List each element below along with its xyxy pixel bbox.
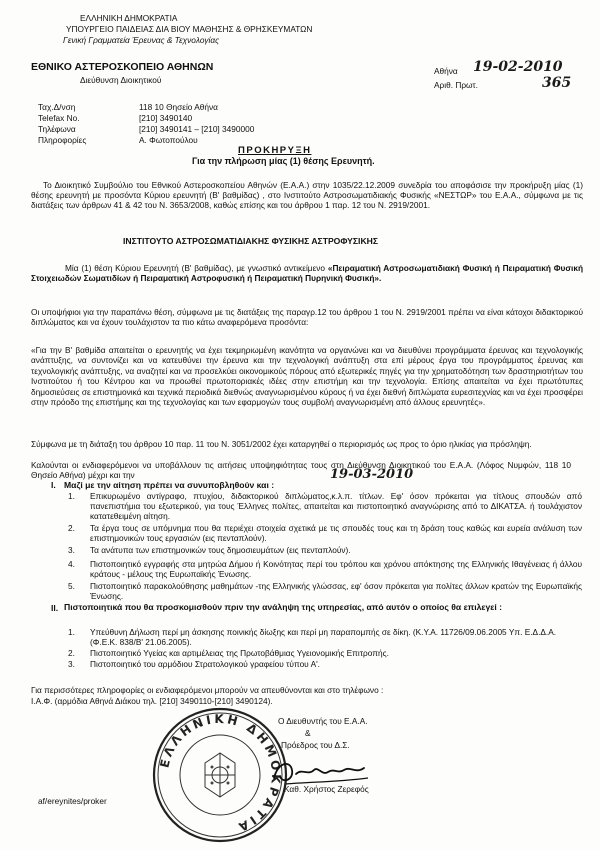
section-two-label: II. — [51, 603, 59, 613]
info-value: Α. Φωτοπούλου — [139, 135, 198, 145]
section-two-title: Πιστοποιητικά που θα προσκομισθούν πριν την ανάληψη της υπηρεσίας, από αυτόν ο οποίος θα επιλεγεί : — [64, 602, 502, 612]
handwritten-deadline: 19-03-2010 — [330, 467, 414, 482]
fax-label: Telefax No. — [38, 113, 80, 123]
handwritten-date: 19-02-2010 — [473, 59, 563, 75]
signature-role: Πρόεδρος του Δ.Σ. — [281, 740, 350, 750]
document-subheading: Για την πλήρωση μίας (1) θέσης Ερευνητή. — [192, 156, 375, 166]
section-one-num-1: 1. — [68, 491, 75, 501]
section-two-num-2: 2. — [68, 648, 75, 658]
section-two-item-2: Πιστοποιητικό Υγείας και αρτιμέλειας της Πρωτοβάθμιας Υγειονομικής Επιτροπής. — [90, 648, 389, 658]
section-one-label: I. — [51, 480, 56, 490]
requirements-paragraph: «Για την Β' βαθμίδα απαιτείται ο ερευνητής να έχει τεκμηριωμένη ικανότητα να οργανώνει και να διευθύνει προγράμματα έρευνας και τεχνολογικής ανάπτυξης, να συντονίζει και να κατευθύνει την έρευνα και την τεχνολογική ανάπτυξη στα επί μέρους έργα του προγράμματος έρευνας και τεχνολογικής ανάπτυξης, να αναζητεί και να προσελκύει οικονομικούς πόρους από εξωτερικές πηγές για την χρηματοδότηση των δραστηριοτήτων του Ινστιτούτου ή του Κέντρου και να προωθεί πρωτοποριακές ιδέες στην επιστήμη και την τεχνολογία. Επίσης απαιτείται να έχει πρωτότυπες δημοσιεύσεις σε επιστημονικά και τεχνικά περιοδικά διεθνώς αναγνωρισμένου κύρους ή να έχει διεθνή διπλώματα ευρεσιτεχνίας και να έχει προσφέρει στην πρόοδο της επιστήμης και της τεχνολογίας και των εφαρμογών τους συμβολή αναγνωρισμένη από άλλους ερευνητές». — [31, 345, 583, 408]
section-one-num-4: 4. — [68, 559, 75, 569]
info-contact: Ι.Α.Φ. (αρμόδια Αθηνά Διάκου τηλ. [210] 3490110-[210] 3490124). — [31, 696, 273, 706]
deadline-text: Καλούνται οι ενδιαφερόμενοι να υποβάλλουν τις αιτήσεις υποψηφιότητας τους στη Διεύθυνση Διοικητικού του Ε.Α.Α. (Λόφος Νυμφών, 118 10 Θησείο Αθήνα) μέχρι και την — [31, 460, 571, 480]
phone-label: Τηλέφωνα — [38, 124, 76, 134]
ministry-line: ΥΠΟΥΡΓΕΙΟ ΠΑΙΔΕΙΑΣ ΔΙΑ ΒΙΟΥ ΜΑΘΗΣΗΣ & ΘΡΗΣΚΕΥΜΑΤΩΝ — [66, 24, 313, 34]
department-line: Διεύθυνση Διοικητικού — [80, 75, 162, 85]
address-value: 118 10 Θησείο Αθήνα — [139, 102, 218, 112]
handwritten-protocol: 365 — [542, 75, 572, 91]
section-one-item-2: Τα έργα τους σε υπόμνημα που θα περιέχει στοιχεία σχετικά με τις σπουδές τους και τη δράση τους καθώς και ευρεία ανάλυση των επιστημονικών τους εργασιών (εις πενταπλούν). — [90, 523, 582, 543]
republic-line: ΕΛΛΗΝΙΚΗ ΔΗΜΟΚΡΑΤΙΑ — [80, 13, 178, 23]
institute-heading: ΙΝΣΤΙΤΟΥΤΟ ΑΣΤΡΟΣΩΜΑΤΙΔΙΑΚΗΣ ΦΥΣΙΚΗΣ ΑΣΤΡΟΦΥΣΙΚΗΣ — [123, 236, 379, 246]
info-paragraph: Για περισσότερες πληροφορίες οι ενδιαφερόμενοι μπορούν να απευθύνονται και στο τηλέφωνο : — [31, 685, 384, 695]
section-one-item-5: Πιστοποιητικό παρακολούθησης μαθημάτων -της Ελληνικής γλώσσας, εφ' όσον πρόκειται για πολίτες άλλων κρατών της Ευρωπαϊκής Ένωσης. — [90, 581, 582, 601]
section-one-item-3: Τα ανάτυπα των επιστημονικών τους δημοσιευμάτων (εις πενταπλούν). — [90, 545, 351, 555]
section-one-num-3: 3. — [68, 545, 75, 555]
document-heading: ΠΡΟΚΗΡΥΞΗ — [238, 145, 312, 156]
section-one-item-4: Πιστοποιητικό εγγραφής στα μητρώα Δήμου ή Κοινότητας περί του τρόπου και χρόνου απόκτησης της Ελληνικής Ιθαγένειας ή άλλου κράτους - μέλους της Ευρωπαϊκής Ένωσης. — [90, 559, 582, 579]
observatory-title: ΕΘΝΙΚΟ ΑΣΤΕΡΟΣΚΟΠΕΙΟ ΑΘΗΝΩΝ — [31, 61, 214, 73]
section-two-item-1: Υπεύθυνη Δήλωση περί μη άσκησης ποινικής δίωξης και περί μη παραπομπής σε δίκη. (Κ.Υ.Α. 11726/09.06.2005 Υπ. Ε.Δ.Δ.Α. (Φ.Ε.Κ. 838/Β' 21.06.2005). — [90, 627, 557, 647]
signatory-name: Καθ. Χρήστος Ζερεφός — [284, 784, 369, 794]
intro-paragraph: Το Διοικητικό Συμβούλιο του Εθνικού Αστεροσκοπείου Αθηνών (Ε.Α.Α.) στην 1035/22.12.2009 συνεδρία του αποφάσισε την προκήρυξη μίας (1) θέσης ερευνητή με προσόντα Κύριου ερευνητή (Β' βαθμίδας) , στο Ινστιτούτο Αστροσωματιδιακής Φυσικής «ΝΕΣΤΩΡ» του Ε.Α.Α., σύμφωνα με τις διατάξεις των άρθρων 41 & 42 του Ν. 3653/2008, καθώς επίσης και του άρθρου 1 παρ. 12 του Ν. 2919/2001. — [31, 180, 583, 210]
candidates-paragraph: Οι υποψήφιοι για την παραπάνω θέση, σύμφωνα με τις διατάξεις της παραγρ.12 του άρθρου 1 του Ν. 2919/2001 πρέπει να είναι κάτοχοι διδακτορικού διπλώματος και να έχουν τουλάχιστον τα πιο κάτω αναφερόμενα προσόντα: — [31, 307, 583, 327]
section-one-title: Μαζί με την αίτηση πρέπει να συνυποβληθούν και : — [64, 480, 275, 490]
signature-ampersand: & — [305, 728, 311, 738]
signature-title: Ο Διευθυντής του Ε.Α.Α. — [278, 716, 368, 726]
seal-ring-text: ΕΛΛΗΝΙΚΗ ΔΗΜΟΚΡΑΤΙΑ — [157, 711, 284, 836]
footer-reference: af/ereynites/proker — [38, 796, 107, 806]
deadline-paragraph — [31, 461, 571, 481]
section-one-num-5: 5. — [68, 581, 75, 591]
section-two-item-3: Πιστοποιητικό του αρμόδιου Στρατολογικού γραφείου τύπου Α'. — [90, 659, 320, 669]
fax-value: [210] 3490140 — [139, 113, 193, 123]
address-label: Ταχ.Δ/νση — [38, 102, 76, 112]
protocol-label: Αριθ. Πρωτ. — [434, 80, 478, 90]
position-paragraph — [31, 264, 583, 284]
age-paragraph: Σύμφωνα με τη διάταξη του άρθρου 10 παρ. 11 του Ν. 3051/2002 έχει καταργηθεί ο περιορισμός ως προς το όριο ηλικίας για πρόσληψη. — [31, 439, 532, 449]
info-label: Πληροφορίες — [38, 135, 87, 145]
section-one-num-2: 2. — [68, 523, 75, 533]
phone-value: [210] 3490141 – [210] 3490000 — [139, 124, 255, 134]
secretariat-line: Γενική Γραμματεία Έρευνας & Τεχνολογίας — [63, 35, 220, 45]
section-two-num-3: 3. — [68, 659, 75, 669]
position-field: «Πειραματική Αστροσωματιδιακή Φυσική ή Πειραματική Φυσική Στοιχειωδών Σωματιδίων ή Πειραματική Αστροφυσική ή Πειραματική Πυρηνική Φυσική». — [31, 263, 584, 283]
section-one-item-1: Επικυρωμένο αντίγραφο, πτυχίου, διδακτορικού διπλώματος,κ.λ.π. τίτλων. Εφ' όσον πρόκειται για τίτλους σπουδών από πανεπιστήμια του εξωτερικού, για τους Έλληνες πολίτες, απαιτείται και πιστοποιητικό αναγνώρισης από το ΔΙΚΑΤΣΑ. ή τουλάχιστον κατατεθειμένη αίτηση. — [90, 491, 582, 521]
section-two-num-1: 1. — [68, 627, 75, 637]
position-text: Μία (1) θέση Κύριου Ερευνητή (Β' βαθμίδας), με γνωστικό αντικείμενο — [65, 263, 328, 273]
athens-label: Αθήνα — [434, 66, 458, 76]
